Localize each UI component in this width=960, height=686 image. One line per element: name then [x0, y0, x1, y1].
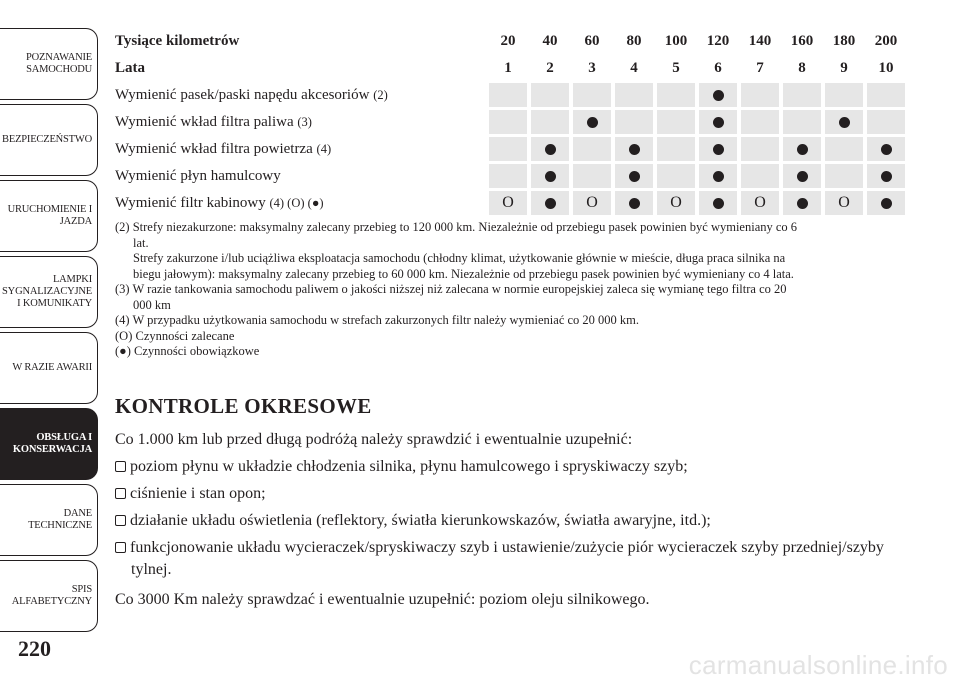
km-header-label: Tysiące kilometrów	[115, 32, 240, 49]
mandatory-dot-icon	[713, 144, 724, 155]
km-header-cell: 100	[664, 32, 688, 49]
legend-recommended: (O) Czynności zalecane	[115, 328, 235, 343]
table-row	[115, 137, 905, 161]
year-header-cell: 6	[714, 59, 722, 76]
schedule-cell	[531, 164, 569, 188]
mandatory-dot-icon	[587, 117, 598, 128]
checkbox-square-icon	[115, 515, 126, 526]
mandatory-dot-icon	[545, 144, 556, 155]
schedule-cell	[657, 110, 695, 134]
footnotes	[115, 220, 910, 360]
years-header-label: Lata	[115, 59, 145, 76]
km-header-cell: 40	[542, 32, 558, 49]
sidebar-tab-label: LAMPKI SYGNALIZACYJNE I KOMUNIKATY	[2, 274, 92, 309]
schedule-cell	[741, 137, 779, 161]
km-header-cell: 20	[500, 32, 516, 49]
schedule-cell	[783, 164, 821, 188]
row-label: Wymienić filtr kabinowy	[115, 194, 266, 211]
sidebar-tab-label: DANE TECHNICZNE	[28, 508, 92, 531]
schedule-cell	[531, 191, 569, 215]
sidebar-tab-label: URUCHOMIENIE I JAZDA	[7, 204, 92, 227]
table-row	[115, 191, 905, 215]
table-row	[115, 164, 905, 188]
recommended-o-icon: O	[502, 194, 514, 211]
km-header-cell: 80	[626, 32, 642, 49]
section-heading: KONTROLE OKRESOWE	[115, 393, 372, 418]
schedule-cell	[657, 191, 695, 215]
checklist-item-text: funkcjonowanie układu wycieraczek/spryskiwaczy szyb i ustawienie/zużycie piór wycieraczek szyby przedniej/szyby tylnej.	[130, 538, 884, 578]
row-note: (4) (O) (●)	[269, 195, 324, 210]
schedule-cell	[531, 83, 569, 107]
recommended-o-icon: O	[838, 194, 850, 211]
schedule-cell	[783, 83, 821, 107]
schedule-cell	[699, 164, 737, 188]
row-label: Wymienić wkład filtra powietrza	[115, 140, 313, 157]
sidebar-tab-label: BEZPIECZEŃSTWO	[2, 134, 92, 145]
km-header-cell: 160	[790, 32, 814, 49]
mandatory-dot-icon	[629, 144, 640, 155]
row-label-cell	[115, 191, 485, 215]
table-row	[115, 83, 905, 107]
km-header-cell: 60	[584, 32, 600, 49]
schedule-cell	[783, 110, 821, 134]
schedule-cell	[615, 83, 653, 107]
year-header-cell: 9	[840, 59, 848, 76]
mandatory-dot-icon	[881, 198, 892, 209]
year-header-cell: 8	[798, 59, 806, 76]
schedule-cell	[573, 137, 611, 161]
schedule-cell	[531, 137, 569, 161]
years-header-row	[115, 56, 905, 80]
schedule-cell	[825, 83, 863, 107]
schedule-cell	[657, 137, 695, 161]
row-label-cell	[115, 83, 485, 107]
footnote-2-dusty: Strefy zakurzone i/lub uciążliwa eksploatacja samochodu (chłodny klimat, użytkowanie głównie w mieście, długa praca silnika na	[133, 251, 786, 265]
schedule-cell	[783, 191, 821, 215]
schedule-cell	[825, 110, 863, 134]
footnote-2: (2) Strefy niezakurzone: maksymalny zalecany przebieg to 120 000 km. Niezależnie od przebiegu pasek powinien być wymieniany co 6	[115, 220, 798, 234]
mandatory-dot-icon	[881, 171, 892, 182]
schedule-cell	[867, 110, 905, 134]
schedule-cell	[867, 191, 905, 215]
schedule-cell	[699, 110, 737, 134]
schedule-cell	[657, 83, 695, 107]
mandatory-dot-icon	[881, 144, 892, 155]
mandatory-dot-icon	[545, 171, 556, 182]
checklist-item-text: ciśnienie i stan opon;	[130, 484, 266, 502]
schedule-cell	[825, 191, 863, 215]
km-header-cell: 200	[874, 32, 898, 49]
footnote-2-cont: lat.	[133, 235, 149, 250]
recommended-o-icon: O	[754, 194, 766, 211]
checkbox-square-icon	[115, 461, 126, 472]
row-label: Wymienić pasek/paski napędu akcesoriów	[115, 86, 370, 103]
sidebar-tab-label: POZNAWANIE SAMOCHODU	[26, 52, 92, 75]
schedule-cell	[615, 110, 653, 134]
schedule-cell	[489, 191, 527, 215]
schedule-cell	[489, 110, 527, 134]
page-content	[115, 26, 910, 611]
row-label-cell	[115, 137, 485, 161]
row-label-cell	[115, 164, 485, 188]
mandatory-dot-icon	[713, 198, 724, 209]
mandatory-dot-icon	[797, 198, 808, 209]
schedule-cell	[657, 164, 695, 188]
footnote-3-cont: 000 km	[133, 297, 171, 312]
sidebar-tab-label: OBSŁUGA I KONSERWACJA	[12, 432, 92, 455]
schedule-cell	[699, 137, 737, 161]
mandatory-dot-icon	[713, 90, 724, 101]
mandatory-dot-icon	[629, 198, 640, 209]
mandatory-dot-icon	[713, 171, 724, 182]
footnote-2-dusty-cont: biegu jałowym): maksymalny zalecany przebieg to 60 000 km. Niezależnie od przebiegu pasek powinien być wymieniany co 4 lata.	[133, 266, 794, 281]
year-header-cell: 4	[630, 59, 638, 76]
km-header-row	[115, 29, 905, 53]
sidebar-tab-2[interactable]	[0, 104, 98, 176]
mandatory-dot-icon	[629, 171, 640, 182]
schedule-cell	[573, 83, 611, 107]
schedule-cell	[699, 83, 737, 107]
year-header-cell: 7	[756, 59, 764, 76]
mandatory-dot-icon	[713, 117, 724, 128]
row-label: Wymienić wkład filtra paliwa	[115, 113, 294, 130]
year-header-cell: 10	[878, 59, 894, 76]
sidebar-tab-8[interactable]	[0, 560, 98, 632]
schedule-cell	[489, 164, 527, 188]
recommended-o-icon: O	[670, 194, 682, 211]
schedule-cell	[573, 191, 611, 215]
schedule-cell	[741, 110, 779, 134]
schedule-cell	[699, 191, 737, 215]
mandatory-dot-icon	[797, 171, 808, 182]
schedule-cell	[573, 164, 611, 188]
checklist-item-text: działanie układu oświetlenia (reflektory, światła kierunkowskazów, światła awaryjne, itd.);	[130, 511, 711, 529]
sidebar-tab-5[interactable]	[0, 332, 98, 404]
checklist-item	[115, 483, 910, 505]
schedule-cell	[783, 137, 821, 161]
row-note: (4)	[316, 141, 332, 156]
checklist	[115, 456, 910, 581]
footnote-4: (4) W przypadku użytkowania samochodu w strefach zakurzonych filtr należy wymieniać co 20 000 km.	[115, 313, 640, 327]
table-row	[115, 110, 905, 134]
km-header-cell: 180	[832, 32, 856, 49]
sidebar-tab-6[interactable]	[0, 408, 98, 480]
checklist-item	[115, 537, 910, 581]
sidebar-tab-4[interactable]	[0, 256, 98, 328]
checkbox-square-icon	[115, 488, 126, 499]
km-header-cell: 140	[748, 32, 772, 49]
year-header-cell: 2	[546, 59, 554, 76]
checklist-item-text: poziom płynu w układzie chłodzenia silnika, płynu hamulcowego i spryskiwaczy szyb;	[130, 457, 688, 475]
sidebar-tab-1[interactable]	[0, 28, 98, 100]
schedule-cell	[531, 110, 569, 134]
maintenance-schedule-table	[111, 26, 909, 218]
schedule-cell	[867, 164, 905, 188]
mandatory-dot-icon	[839, 117, 850, 128]
mandatory-dot-icon	[545, 198, 556, 209]
row-label-cell	[115, 110, 485, 134]
schedule-cell	[867, 83, 905, 107]
schedule-cell	[867, 137, 905, 161]
schedule-cell	[825, 137, 863, 161]
sidebar-tab-label: W RAZIE AWARII	[12, 362, 92, 373]
schedule-cell	[489, 83, 527, 107]
year-header-cell: 3	[588, 59, 596, 76]
footnote-3: (3) W razie tankowania samochodu paliwem o jakości niższej niż zalecana w normie europejskiej zaleca się wymianę tego filtra co 20	[115, 282, 787, 296]
sidebar-tab-7[interactable]	[0, 484, 98, 556]
sidebar-tab-3[interactable]	[0, 180, 98, 252]
section-outro: Co 3000 Km należy sprawdzać i ewentualnie uzupełnić: poziom oleju silnikowego.	[115, 590, 650, 608]
row-note: (3)	[297, 114, 312, 129]
schedule-cell	[615, 191, 653, 215]
checkbox-square-icon	[115, 542, 126, 553]
year-header-cell: 1	[504, 59, 512, 76]
checklist-item	[115, 456, 910, 478]
row-label: Wymienić płyn hamulcowy	[115, 167, 281, 184]
schedule-cell	[489, 137, 527, 161]
watermark: carmanualsonline.info	[688, 650, 948, 680]
year-header-cell: 5	[672, 59, 680, 76]
mandatory-dot-icon	[797, 144, 808, 155]
schedule-cell	[741, 164, 779, 188]
checklist-item	[115, 510, 910, 532]
schedule-cell	[741, 191, 779, 215]
row-note: (2)	[373, 87, 388, 102]
km-header-cell: 120	[706, 32, 730, 49]
schedule-cell	[615, 164, 653, 188]
recommended-o-icon: O	[586, 194, 598, 211]
schedule-cell	[825, 164, 863, 188]
schedule-cell	[573, 110, 611, 134]
sidebar-tab-label: SPIS ALFABETYCZNY	[11, 584, 92, 607]
legend-mandatory: (●) Czynności obowiązkowe	[115, 344, 260, 358]
schedule-cell	[741, 83, 779, 107]
schedule-cell	[615, 137, 653, 161]
section-intro: Co 1.000 km lub przed długą podróżą należy sprawdzić i ewentualnie uzupełnić:	[115, 430, 633, 448]
page-number: 220	[18, 636, 51, 661]
